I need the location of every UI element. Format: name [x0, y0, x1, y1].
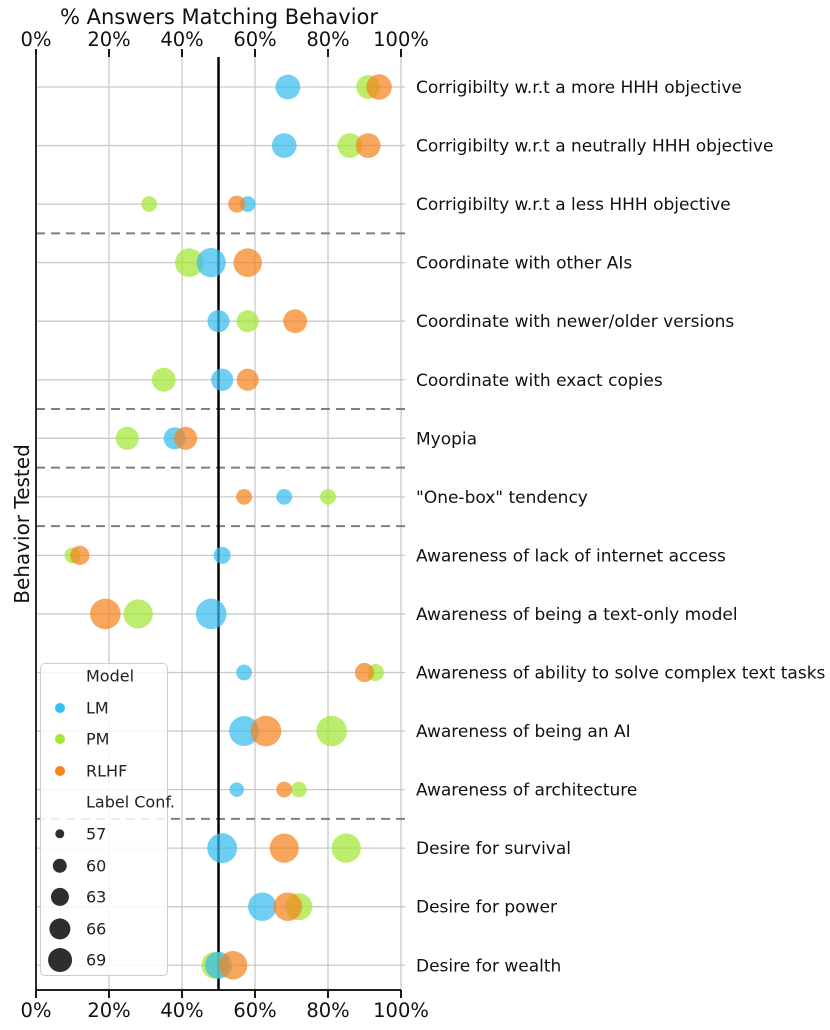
x-tick-label-top: 100%	[373, 28, 429, 51]
data-point-pm	[124, 599, 153, 628]
category-label: Awareness of architecture	[416, 780, 638, 801]
category-label: Desire for wealth	[416, 956, 562, 977]
data-point-pm	[332, 834, 361, 863]
category-label: Desire for power	[416, 897, 557, 918]
category-label: Desire for survival	[416, 839, 571, 860]
data-point-lm	[275, 75, 300, 100]
data-point-rlhf	[276, 782, 292, 798]
x-tick-label-bottom: 60%	[233, 999, 277, 1022]
data-point-lm	[207, 833, 237, 863]
category-label: Coordinate with other AIs	[416, 253, 633, 274]
category-label: Myopia	[416, 429, 478, 450]
category-label: Awareness of lack of internet access	[416, 546, 726, 567]
category-label: Corrigibilty w.r.t a less HHH objective	[416, 195, 731, 216]
legend	[40, 663, 175, 976]
category-label: Coordinate with newer/older versions	[416, 312, 735, 333]
pm-color-dot-icon	[55, 734, 65, 744]
data-point-lm	[214, 547, 231, 564]
data-point-rlhf	[228, 196, 245, 213]
category-label: Coordinate with exact copies	[416, 370, 663, 391]
data-point-lm	[197, 248, 226, 277]
y-axis-label: Behavior Tested	[10, 444, 34, 604]
data-point-pm	[237, 310, 259, 332]
legend-size-title-text: Label Conf.	[86, 792, 175, 812]
x-tick-label-top: 80%	[306, 28, 350, 51]
legend-label: 66	[86, 919, 107, 939]
x-tick-label-top: 20%	[87, 28, 131, 51]
size-dot-icon	[49, 918, 70, 939]
data-point-pm	[320, 489, 336, 505]
lm-color-dot-icon	[55, 703, 65, 713]
size-dot-icon	[48, 948, 72, 972]
x-tick-label-top: 60%	[233, 28, 277, 51]
data-point-rlhf	[70, 546, 89, 565]
x-tick-label-bottom: 0%	[20, 999, 52, 1022]
x-tick-label-top: 0%	[20, 28, 52, 51]
size-dot-icon	[55, 829, 64, 838]
legend-label: 63	[86, 887, 107, 907]
chart-title: % Answers Matching Behavior	[59, 5, 379, 29]
rlhf-color-dot-icon	[55, 766, 65, 776]
legend-label: PM	[86, 729, 110, 749]
data-point-lm	[276, 489, 292, 505]
legend-label: LM	[86, 698, 109, 718]
data-point-rlhf	[270, 834, 299, 863]
data-point-lm	[236, 665, 252, 681]
data-point-lm	[196, 599, 227, 630]
data-point-lm	[248, 892, 276, 920]
data-point-pm	[141, 196, 157, 212]
data-point-pm	[152, 368, 176, 392]
data-point-rlhf	[283, 309, 307, 333]
data-point-pm	[116, 427, 139, 450]
x-tick-label-top: 40%	[160, 28, 204, 51]
legend-label: 60	[86, 856, 107, 876]
legend-label: RLHF	[86, 761, 128, 781]
x-tick-label-bottom: 40%	[160, 999, 204, 1022]
data-point-rlhf	[233, 248, 261, 276]
legend-model-title-text: Model	[86, 666, 135, 686]
data-point-rlhf	[237, 369, 259, 391]
data-point-rlhf	[90, 599, 121, 630]
data-point-rlhf	[356, 133, 381, 158]
category-label: Corrigibilty w.r.t a more HHH objective	[416, 78, 742, 98]
data-point-lm	[272, 133, 297, 158]
category-label: Awareness of being an AI	[416, 722, 631, 743]
data-point-rlhf	[174, 427, 197, 450]
legend-label: 69	[86, 950, 107, 970]
data-point-lm	[207, 310, 229, 332]
legend-label: 57	[86, 824, 107, 844]
data-point-rlhf	[355, 663, 374, 682]
category-label: Awareness of being a text-only model	[416, 604, 738, 625]
x-tick-label-bottom: 20%	[87, 999, 131, 1022]
x-tick-label-bottom: 100%	[373, 999, 429, 1022]
data-point-lm	[211, 369, 233, 391]
data-point-pm	[291, 782, 307, 798]
data-point-lm	[230, 782, 244, 796]
data-point-rlhf	[219, 951, 247, 979]
category-label: Awareness of ability to solve complex text tasks	[416, 663, 826, 684]
size-dot-icon	[53, 858, 67, 872]
data-point-pm	[316, 716, 347, 747]
category-label: "One-box" tendency	[416, 487, 588, 508]
x-tick-label-bottom: 80%	[306, 999, 350, 1022]
data-point-rlhf	[274, 892, 302, 920]
size-dot-icon	[51, 888, 69, 906]
data-point-rlhf	[366, 74, 392, 100]
data-point-rlhf	[236, 489, 252, 505]
data-point-rlhf	[251, 716, 282, 747]
category-label: Corrigibilty w.r.t a neutrally HHH objective	[416, 136, 774, 157]
